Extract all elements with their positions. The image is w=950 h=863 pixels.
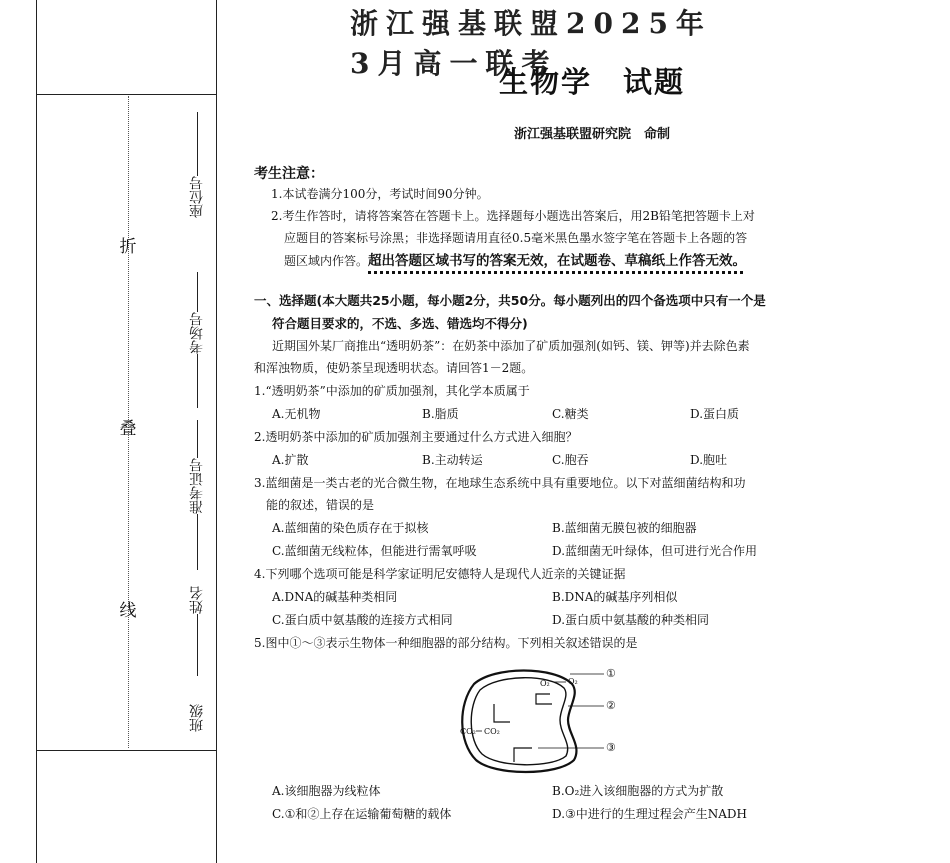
q3-option-c[interactable]: C.蓝细菌无线粒体，但能进行需氧呼吸: [272, 544, 477, 558]
structure-label-3: ③: [606, 741, 616, 754]
outer-membrane: [462, 671, 576, 773]
fold-char-xian: 线: [119, 601, 137, 621]
exam-title: 生物学 试题: [498, 65, 685, 99]
admission-number-line-lower: [197, 514, 198, 570]
crista: [494, 704, 510, 722]
notice-line-2a: 2.考生作答时，请将答案答在答题卡上。选择题每小题选出答案后，用2B铅笔把答题卡上对: [271, 209, 755, 223]
question-4-stem: 4.下列哪个选项可能是科学家证明尼安德特人是现代人近亲的关键证据: [254, 567, 626, 581]
q1-option-c[interactable]: C.糖类: [552, 407, 589, 421]
exam-room-field[interactable]: [186, 272, 208, 408]
fold-char-zhe: 折: [119, 237, 137, 257]
question-3-stem: 3.蓝细菌是一类古老的光合微生物，在地球生态系统中具有重要地位。以下对蓝细菌结构和功: [254, 476, 746, 490]
seat-number-label: 座位号: [189, 176, 205, 218]
notice-line-2b: 应题目的答案标号涂黑；非选择题请用直径0.5毫米黑色墨水签字笔在答题卡上各题的答: [284, 231, 748, 245]
name-label: 姓名: [189, 586, 205, 614]
admission-number-line: [197, 420, 198, 458]
class-label: 班级: [189, 704, 205, 732]
q3-option-b[interactable]: B.蓝细菌无膜包被的细胞器: [552, 521, 697, 535]
q1-option-a[interactable]: A.无机物: [272, 407, 321, 421]
structure-label-2: ②: [606, 699, 616, 712]
q3-option-d[interactable]: D.蓝细菌无叶绿体，但可进行光合作用: [552, 544, 758, 558]
q5-option-c[interactable]: C.①和②上存在运输葡萄糖的载体: [272, 807, 452, 821]
inner-membrane: [471, 678, 567, 765]
q5-option-b[interactable]: B.O₂进入该细胞器的方式为扩散: [552, 784, 724, 798]
question-2-stem: 2.透明奶茶中添加的矿质加强剂主要通过什么方式进入细胞？: [254, 430, 578, 444]
notice-line-1: 1.本试卷满分100分，考试时间90分钟。: [271, 187, 489, 201]
sidebar-bottom-rule: [36, 750, 217, 751]
fold-char-die: 叠: [119, 419, 137, 439]
q2-option-c[interactable]: C.胞吞: [552, 453, 589, 467]
mitochondrion-diagram: [454, 664, 644, 778]
q4-option-a[interactable]: A.DNA的碱基种类相同: [272, 590, 398, 604]
notice-line-2c: [284, 249, 746, 269]
sidebar-right-border: [216, 0, 217, 863]
co2-label-inner: CO₂: [484, 727, 500, 736]
crista: [514, 748, 532, 762]
passage-line-1: 近期国外某厂商推出“透明奶茶”：在奶茶中添加了矿质加强剂(如钙、镁、钾等)并去除色素: [272, 339, 750, 353]
co2-label-outer: CO₂: [460, 727, 476, 736]
notice-emphasis: 超出答题区域书写的答案无效，在试题卷、草稿纸上作答无效。: [368, 253, 747, 269]
structure-label-1: ①: [606, 667, 616, 680]
seat-number-field[interactable]: [186, 112, 208, 218]
passage-line-2: 和浑浊物质，使奶茶呈现透明状态。请回答1－2题。: [254, 361, 534, 375]
exam-room-line: [197, 272, 198, 312]
q5-option-d[interactable]: D.③中进行的生理过程会产生NADH: [552, 807, 748, 821]
class-field[interactable]: [186, 704, 208, 732]
q4-option-d[interactable]: D.蛋白质中氨基酸的种类相同: [552, 613, 710, 627]
notice-line-2c-prefix: 题区域内作答。: [284, 254, 369, 268]
name-field[interactable]: [186, 586, 208, 676]
question-5-stem: 5.图中①～③表示生物体一种细胞器的部分结构。下列相关叙述错误的是: [254, 636, 638, 650]
binding-sidebar: [36, 0, 216, 863]
cut-off-header: 浙江强基联盟2025年3月高一联考: [350, 7, 712, 80]
q1-option-b[interactable]: B.脂质: [422, 407, 459, 421]
q1-option-d[interactable]: D.蛋白质: [690, 407, 740, 421]
exam-subtitle: 浙江强基联盟研究院 命制: [513, 127, 670, 142]
o2-label-outer: O₂: [568, 677, 578, 686]
q2-option-b[interactable]: B.主动转运: [422, 453, 483, 467]
question-1-stem: 1.“透明奶茶”中添加的矿质加强剂，其化学本质属于: [254, 384, 530, 398]
q2-option-a[interactable]: A.扩散: [272, 453, 309, 467]
exam-room-label: 考场号: [189, 312, 205, 354]
seat-number-line: [197, 112, 198, 176]
exam-room-line-lower: [197, 354, 198, 408]
sidebar-left-border: [36, 0, 37, 863]
question-3-stem-cont: 能的叙述，错误的是: [266, 498, 375, 512]
section-1-heading: 一、选择题(本大题共25小题，每小题2分，共50分。每小题列出的四个备选项中只有一个是: [254, 293, 766, 308]
o2-label-inner: O₂: [540, 679, 550, 688]
q5-option-a[interactable]: A.该细胞器为线粒体: [272, 784, 381, 798]
admission-number-field[interactable]: [186, 420, 208, 570]
q2-option-d[interactable]: D.胞吐: [690, 453, 728, 467]
section-1-heading-cont: 符合题目要求的，不选、多选、错选均不得分): [272, 316, 528, 331]
q3-option-a[interactable]: A.蓝细菌的染色质存在于拟核: [272, 521, 429, 535]
name-line: [197, 614, 198, 676]
q4-option-b[interactable]: B.DNA的碱基序列相似: [552, 590, 678, 604]
q4-option-c[interactable]: C.蛋白质中氨基酸的连接方式相同: [272, 613, 453, 627]
notice-title: 考生注意：: [254, 166, 324, 182]
crista: [536, 694, 552, 704]
admission-number-label: 准考证号: [189, 458, 205, 514]
sidebar-top-rule: [36, 94, 217, 95]
